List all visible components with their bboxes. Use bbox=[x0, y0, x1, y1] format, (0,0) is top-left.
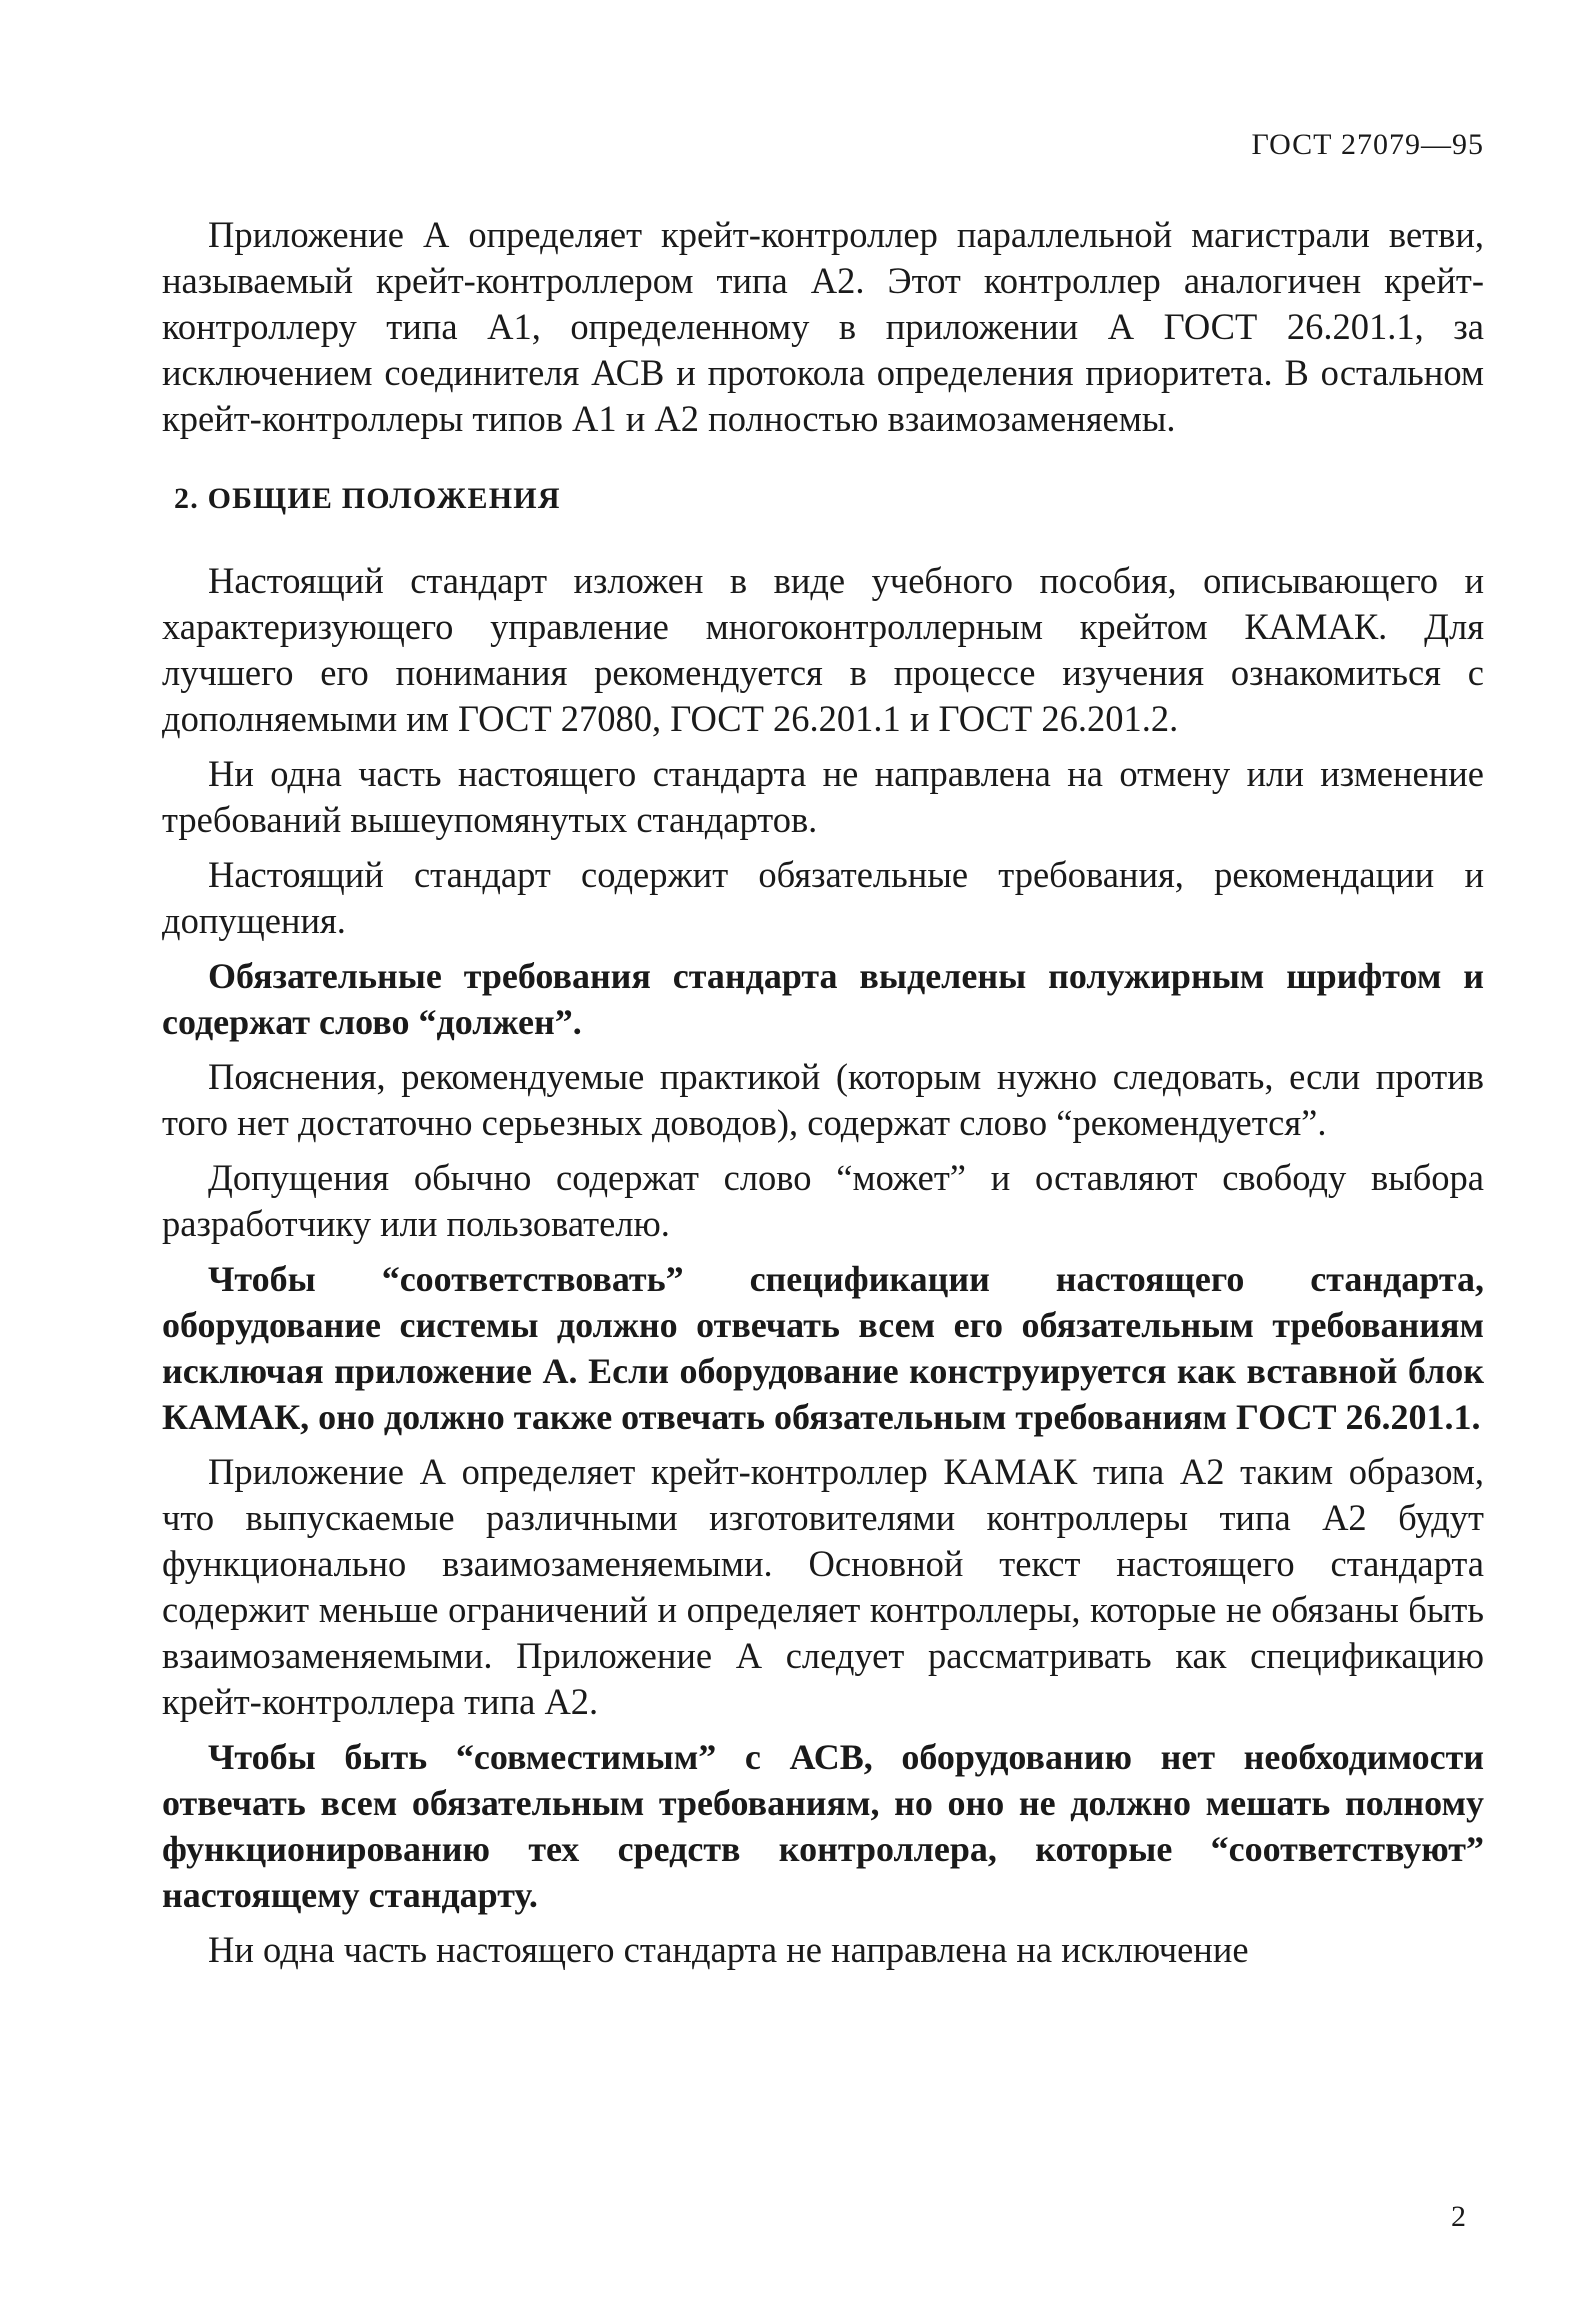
paragraph-exclusion: Ни одна часть настоящего стандарта не направлена на исключение bbox=[208, 1929, 1249, 1970]
section-heading: 2. ОБЩИЕ ПОЛОЖЕНИЯ bbox=[174, 482, 561, 515]
paragraph-conformance-bold: Чтобы “соответствовать” спецификации настоящего стандарта, оборудование системы должно отвечать всем его обязательным требованиям исключая приложение А. Если оборудование конструируется как вставной блок КАМАК, оно должно также отвечать обязательным требованиям ГОСТ 26.201.1. bbox=[162, 1259, 1484, 1437]
paragraph-compatibility-bold: Чтобы быть “совместимым” с АСВ, оборудованию нет необходимости отвечать всем обязательным требованиям, но оно не должно мешать полному функционированию тех средств контроллера, которые “соответствуют” настоящему стандарту. bbox=[162, 1737, 1484, 1915]
page-body bbox=[162, 212, 1484, 1982]
paragraph-contents: Настоящий стандарт содержит обязательные требования, рекомендации и допущения. bbox=[162, 854, 1484, 941]
paragraph-appendix-a2: Приложение А определяет крейт-контроллер КАМАК типа А2 таким образом, что выпускаемые различными изготовителями контроллеры типа А2 будут функционально взаимозаменяемыми. Основной текст настоящего стандарта содержит меньше ограничений и определяет контроллеры, которые не обязаны быть взаимозаменяемыми. Приложение А следует рассматривать как спецификацию крейт-контроллера типа А2. bbox=[162, 1451, 1484, 1722]
paragraph-permissions: Допущения обычно содержат слово “может” и оставляют свободу выбора разработчику или пользователю. bbox=[162, 1157, 1484, 1244]
paragraph-appendix-intro: Приложение А определяет крейт-контроллер параллельной магистрали ветви, называемый крейт-контроллером типа А2. Этот контроллер аналогичен крейт-контроллеру типа А1, определенному в приложении А ГОСТ 26.201.1, за исключением соединителя АСВ и протокола определения приоритета. В остальном крейт-контроллеры типов А1 и А2 полностью взаимозаменяемы. bbox=[162, 214, 1484, 439]
paragraph-tutorial: Настоящий стандарт изложен в виде учебного пособия, описывающего и характеризующего управление многоконтроллерным крейтом КАМАК. Для лучшего его понимания рекомендуется в процессе изучения ознакомиться с дополняемыми им ГОСТ 27080, ГОСТ 26.201.1 и ГОСТ 26.201.2. bbox=[162, 560, 1484, 739]
paragraph-recommendations: Пояснения, рекомендуемые практикой (которым нужно следовать, если против того нет достаточно серьезных доводов), содержат слово “рекомендуется”. bbox=[162, 1056, 1484, 1143]
paragraph-mandatory-bold: Обязательные требования стандарта выделены полужирным шрифтом и содержат слово “должен”. bbox=[162, 956, 1484, 1042]
paragraph-no-override: Ни одна часть настоящего стандарта не направлена на отмену или изменение требований вышеупомянутых стандартов. bbox=[162, 753, 1484, 840]
page-number: 2 bbox=[1451, 2200, 1466, 2233]
page-header-doc-id: ГОСТ 27079—95 bbox=[1251, 128, 1484, 161]
